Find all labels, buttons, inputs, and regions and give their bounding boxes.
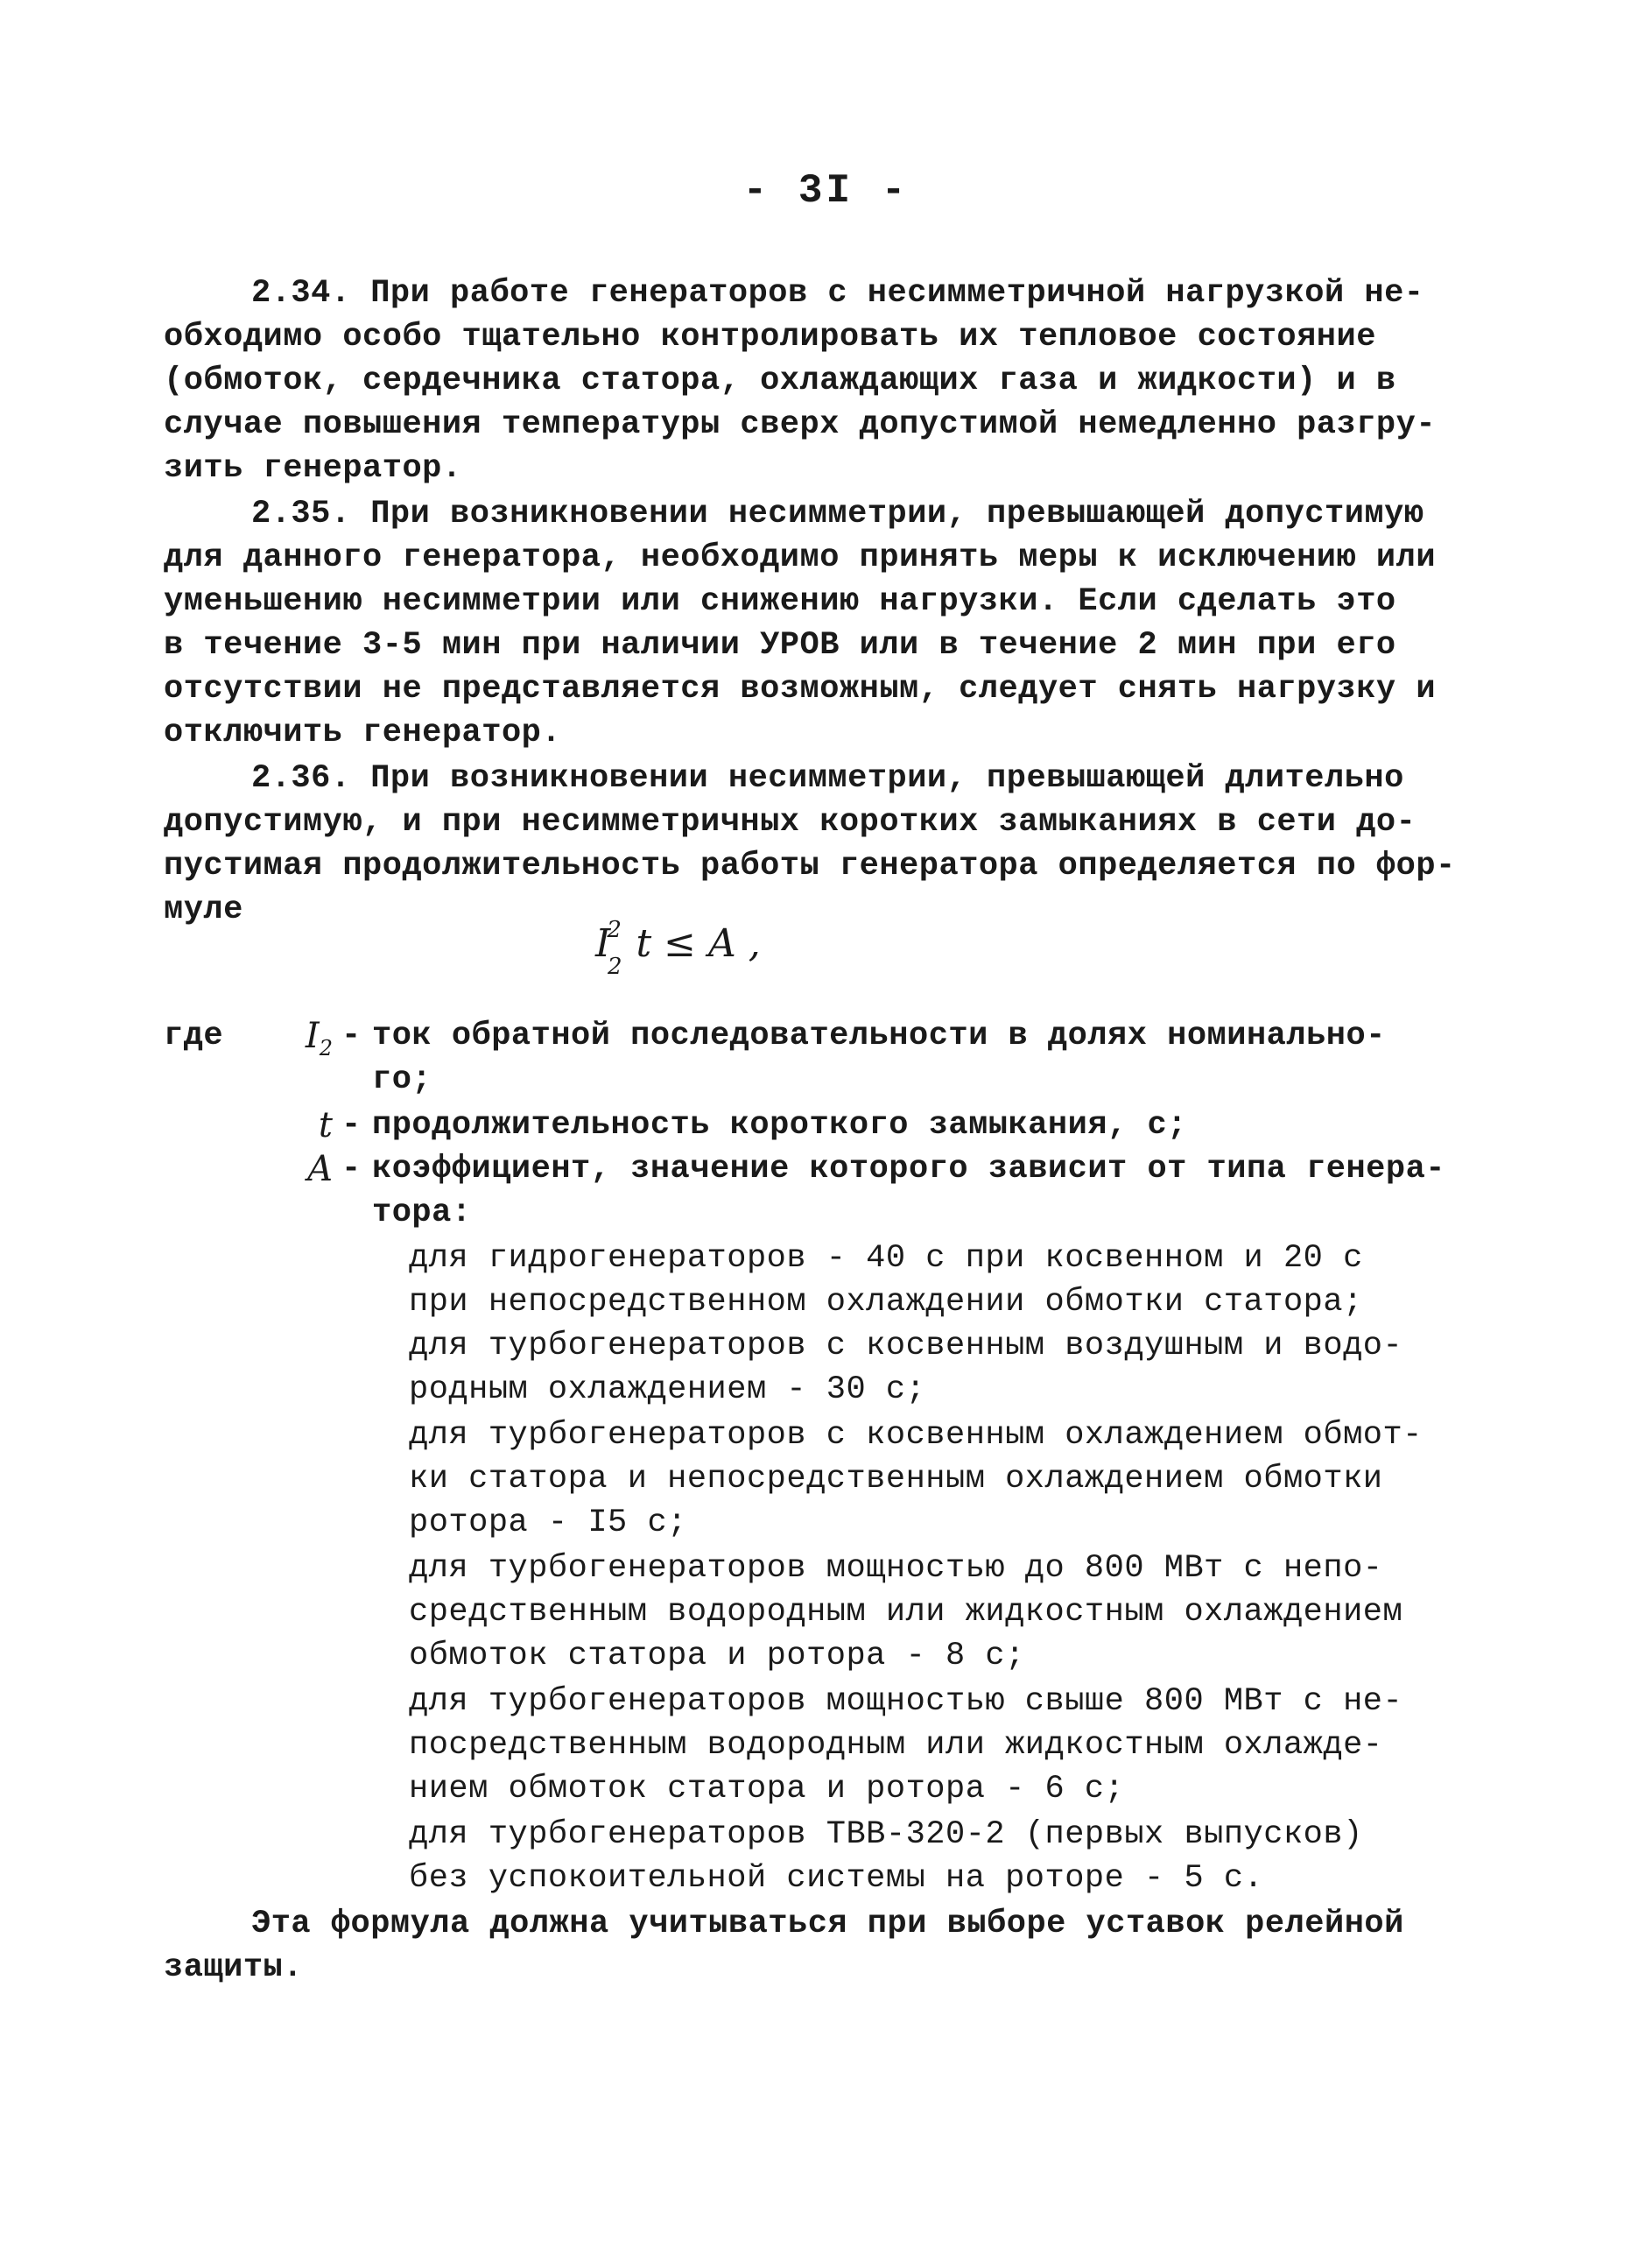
definition-line: го; xyxy=(372,1061,432,1098)
list-item: нием обмоток статора и ротора - 6 с; xyxy=(409,1771,1125,1808)
paragraph-line: случае повышения температуры сверх допустимой немедленно разгру- xyxy=(164,406,1437,443)
definition-line: тора: xyxy=(372,1194,472,1231)
list-item: для турбогенераторов с косвенным охлаждением обмот- xyxy=(409,1417,1423,1454)
paragraph-line: (обмоток, сердечника статора, охлаждающих газа и жидкости) и в xyxy=(164,363,1396,399)
definition-dash: - xyxy=(341,1107,362,1144)
paragraph-line: пустимая продолжительность работы генератора определяется по фор- xyxy=(164,848,1456,884)
list-item: родным охлаждением - 30 с; xyxy=(409,1371,926,1408)
formula-rest: t ≤ A , xyxy=(636,921,761,966)
definition-line: коэффициент, значение которого зависит от типа генера- xyxy=(372,1151,1445,1187)
list-item: для турбогенераторов мощностью свыше 800 МВт с не- xyxy=(409,1683,1403,1720)
paragraph-line: отключить генератор. xyxy=(164,715,562,751)
paragraph-line: Эта формула должна учитываться при выборе уставок релейной xyxy=(251,1906,1404,1942)
paragraph-line: защиты. xyxy=(164,1949,303,1986)
list-item: обмоток статора и ротора - 8 с; xyxy=(409,1638,1025,1674)
definition-line: ток обратной последовательности в долях номинально- xyxy=(372,1018,1386,1054)
definition-dash: - xyxy=(341,1018,362,1054)
formula-subscript: 2 xyxy=(607,953,622,980)
paragraph-line: в течение 3-5 мин при наличии УРОВ или в течение 2 мин при его xyxy=(164,627,1396,664)
list-item: посредственным водородным или жидкостным охлажде- xyxy=(409,1727,1383,1764)
symbol-a: A xyxy=(307,1149,333,1189)
list-item: средственным водородным или жидкостным охлаждением xyxy=(409,1594,1403,1631)
page-number: - 3I - xyxy=(742,168,910,214)
list-item: для гидрогенераторов - 40 с при косвенном и 20 с xyxy=(409,1240,1363,1277)
list-item: без успокоительной системы на роторе - 5 с. xyxy=(409,1860,1264,1897)
paragraph-line: 2.35. При возникновении несимметрии, превышающей допустимую xyxy=(251,496,1424,532)
paragraph-line: допустимую, и при несимметричных коротких замыканиях в сети до- xyxy=(164,804,1417,841)
where-label: где xyxy=(164,1018,224,1054)
symbol-i2: $I_2$ xyxy=(305,1016,333,1061)
list-item: для турбогенераторов ТВВ-320-2 (первых выпусков) xyxy=(409,1816,1363,1853)
paragraph-line: обходимо особо тщательно контролировать их тепловое состояние xyxy=(164,319,1376,356)
list-item: ки статора и непосредственным охлаждением обмотки xyxy=(409,1461,1383,1497)
formula xyxy=(595,917,761,980)
paragraph-line: отсутствии не представляется возможным, следует снять нагрузку и xyxy=(164,671,1437,708)
paragraph-line: уменьшению несимметрии или снижению нагрузки. Если сделать это xyxy=(164,583,1396,620)
symbol-t: t xyxy=(318,1105,333,1145)
paragraph-line: для данного генератора, необходимо принять меры к исключению или xyxy=(164,539,1437,576)
paragraph-line: муле xyxy=(164,891,243,928)
definition-line: продолжительность короткого замыкания, с; xyxy=(372,1107,1187,1144)
formula-base: I xyxy=(595,921,611,966)
list-item: для турбогенераторов с косвенным воздушным и водо- xyxy=(409,1328,1403,1364)
list-item: для турбогенераторов мощностью до 800 МВт с непо- xyxy=(409,1550,1383,1587)
definition-dash: - xyxy=(341,1151,362,1187)
list-item: при непосредственном охлаждении обмотки статора; xyxy=(409,1284,1363,1321)
paragraph-line: 2.36. При возникновении несимметрии, превышающей длительно xyxy=(251,760,1404,797)
paragraph-line: 2.34. При работе генераторов с несимметричной нагрузкой не- xyxy=(251,275,1424,312)
list-item: ротора - I5 с; xyxy=(409,1505,687,1541)
formula-superscript: 2 xyxy=(607,917,622,944)
paragraph-line: зить генератор. xyxy=(164,450,462,487)
